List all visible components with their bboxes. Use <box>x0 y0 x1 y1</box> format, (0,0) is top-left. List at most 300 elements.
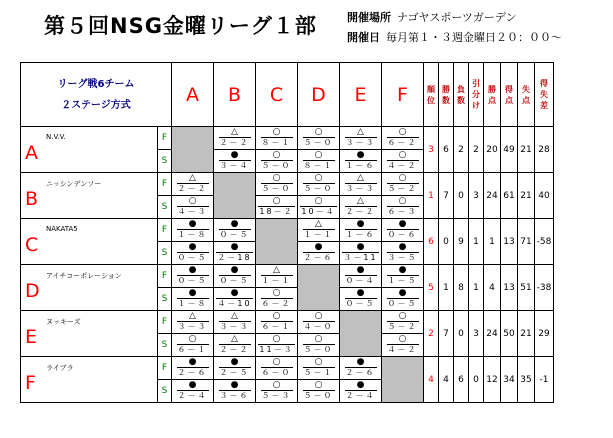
stat-value: -58 <box>535 219 554 265</box>
stat-value: 24 <box>484 173 501 219</box>
stage-label: S <box>158 288 172 311</box>
caption-line2: ２ステージ方式 <box>61 99 131 111</box>
stat-value: 21 <box>518 173 535 219</box>
result-icon: ○ <box>272 127 281 137</box>
result-icon: ● <box>230 242 239 252</box>
team-name-cell <box>21 357 158 403</box>
self-match-cell <box>382 357 424 403</box>
team-name: ヌッキーズ <box>46 318 81 326</box>
stage-label: F <box>158 357 172 380</box>
result-score: ５－０ <box>261 184 292 193</box>
team-name: ライブラ <box>46 364 74 372</box>
result-cell <box>298 127 340 150</box>
stat-value: 7 <box>439 173 454 219</box>
result-score: ２－18 <box>217 253 252 262</box>
result-score: ４－２ <box>387 161 418 170</box>
result-cell <box>340 357 382 380</box>
header-row <box>21 63 554 127</box>
result-cell <box>382 334 424 357</box>
result-score: ４－10 <box>217 299 252 308</box>
result-score: １－５ <box>387 276 418 285</box>
result-cell <box>172 196 214 219</box>
result-score: ６－１ <box>177 345 208 354</box>
result-score: ２－５ <box>219 368 250 377</box>
result-icon: ○ <box>314 334 323 344</box>
rank-value: 3 <box>424 127 439 173</box>
result-cell <box>172 288 214 311</box>
stat-header-label: 得失差 <box>540 79 548 110</box>
result-score: １－８ <box>177 230 208 239</box>
result-icon: ○ <box>314 173 323 183</box>
result-icon: △ <box>231 127 238 137</box>
result-cell <box>256 150 298 173</box>
result-cell <box>214 311 256 334</box>
result-score: ６－３ <box>387 207 418 216</box>
result-icon: △ <box>231 311 238 321</box>
result-icon: ● <box>188 219 197 229</box>
stat-value: 1 <box>484 219 501 265</box>
result-icon: ○ <box>188 334 197 344</box>
result-cell <box>214 357 256 380</box>
result-score: ３－11 <box>343 253 378 262</box>
result-cell <box>256 357 298 380</box>
result-cell <box>256 380 298 403</box>
stat-value: 1 <box>469 265 484 311</box>
table-row <box>21 219 554 242</box>
result-score: ５－３ <box>261 391 292 400</box>
stat-value: 34 <box>501 357 518 403</box>
result-cell <box>298 219 340 242</box>
stat-value: 1 <box>439 265 454 311</box>
result-score: １－１ <box>261 276 292 285</box>
stat-value: 51 <box>518 265 535 311</box>
stage-label: F <box>158 173 172 196</box>
stat-value: 13 <box>501 265 518 311</box>
result-score: ５－０ <box>303 345 334 354</box>
team-header-a: A <box>172 63 214 127</box>
result-cell <box>298 242 340 265</box>
stat-header-label: 勝点 <box>488 84 496 105</box>
stat-value: 24 <box>484 311 501 357</box>
result-cell <box>340 380 382 403</box>
stat-header <box>439 63 454 127</box>
result-score: ６－１ <box>261 322 292 331</box>
result-score: 18－２ <box>259 207 294 216</box>
result-icon: ○ <box>398 127 407 137</box>
result-score: ０－５ <box>387 299 418 308</box>
result-icon: ● <box>398 219 407 229</box>
team-name-cell <box>21 173 158 219</box>
self-match-cell <box>340 311 382 357</box>
result-icon: ● <box>230 150 239 160</box>
team-name: NAKATA5 <box>46 225 78 233</box>
result-cell <box>340 242 382 265</box>
venue-info <box>347 9 517 25</box>
result-cell <box>256 311 298 334</box>
team-header-f: F <box>382 63 424 127</box>
stage-label: S <box>158 334 172 357</box>
result-icon: ● <box>188 288 197 298</box>
table-row <box>21 173 554 196</box>
rank-value: 1 <box>424 173 439 219</box>
stage-label: S <box>158 242 172 265</box>
stat-value: 49 <box>501 127 518 173</box>
result-cell <box>172 242 214 265</box>
stat-header <box>518 63 535 127</box>
team-letter: B <box>25 188 39 210</box>
result-icon: ● <box>188 380 197 390</box>
result-icon: △ <box>273 265 280 275</box>
result-score: １－６ <box>345 161 376 170</box>
result-score: ５－０ <box>303 184 334 193</box>
result-score: ５－０ <box>303 391 334 400</box>
stat-value: 9 <box>454 219 469 265</box>
stat-value: 6 <box>454 357 469 403</box>
result-icon: △ <box>189 173 196 183</box>
result-score: ８－１ <box>303 161 334 170</box>
result-icon: ● <box>356 242 365 252</box>
result-icon: ○ <box>398 334 407 344</box>
result-icon: △ <box>315 219 322 229</box>
stat-value: 4 <box>484 265 501 311</box>
result-score: ４－３ <box>177 207 208 216</box>
league-table <box>20 62 554 403</box>
stat-value: -1 <box>535 357 554 403</box>
result-score: ２－２ <box>345 207 376 216</box>
result-score: ６－０ <box>261 368 292 377</box>
self-match-cell <box>172 127 214 173</box>
result-cell <box>382 311 424 334</box>
result-score: ２－２ <box>219 345 250 354</box>
table-caption <box>21 63 172 127</box>
result-icon: ● <box>398 265 407 275</box>
stage-label: S <box>158 150 172 173</box>
result-icon: △ <box>357 196 364 206</box>
result-score: ２－６ <box>177 368 208 377</box>
result-score: ４－２ <box>387 345 418 354</box>
date-info <box>347 29 562 45</box>
team-letter: A <box>25 142 38 164</box>
stat-header-label: 順位 <box>427 84 435 105</box>
result-cell <box>340 288 382 311</box>
result-cell <box>340 219 382 242</box>
result-cell <box>214 288 256 311</box>
result-icon: ● <box>356 380 365 390</box>
result-score: ５－０ <box>303 138 334 147</box>
result-icon: ● <box>230 357 239 367</box>
stat-value: 3 <box>469 173 484 219</box>
stat-header <box>501 63 518 127</box>
result-cell <box>298 196 340 219</box>
result-icon: ● <box>188 242 197 252</box>
team-name-cell <box>21 219 158 265</box>
result-cell <box>298 334 340 357</box>
result-icon: △ <box>357 127 364 137</box>
result-cell <box>172 334 214 357</box>
result-score: ８－１ <box>261 138 292 147</box>
stat-value: 29 <box>535 311 554 357</box>
stat-value: 8 <box>454 265 469 311</box>
stat-header-label: 勝数 <box>442 84 450 105</box>
stage-label: F <box>158 219 172 242</box>
result-icon: ○ <box>314 127 323 137</box>
result-score: ４－０ <box>303 322 334 331</box>
result-icon: ○ <box>272 357 281 367</box>
result-cell <box>298 311 340 334</box>
team-name: アイチコーポレーション <box>46 272 122 280</box>
team-header-c: C <box>256 63 298 127</box>
stat-header <box>469 63 484 127</box>
page-title: 第５回NSG金曜リーグ１部 <box>44 14 317 38</box>
result-score: ５－２ <box>387 184 418 193</box>
result-cell <box>214 127 256 150</box>
self-match-cell <box>298 265 340 311</box>
result-score: １－１ <box>303 230 334 239</box>
result-cell <box>382 288 424 311</box>
result-icon: ● <box>398 288 407 298</box>
result-score: ３－５ <box>387 253 418 262</box>
result-icon: ● <box>356 288 365 298</box>
result-icon: ● <box>356 265 365 275</box>
result-cell <box>172 380 214 403</box>
stat-value: 4 <box>439 357 454 403</box>
stat-header <box>454 63 469 127</box>
team-letter: E <box>25 326 38 348</box>
result-icon: ● <box>356 357 365 367</box>
team-header-e: E <box>340 63 382 127</box>
result-icon: ● <box>188 265 197 275</box>
result-icon: ● <box>188 357 197 367</box>
result-cell <box>382 173 424 196</box>
result-icon: ○ <box>272 380 281 390</box>
result-score: ２－２ <box>177 184 208 193</box>
result-cell <box>382 265 424 288</box>
result-cell <box>382 127 424 150</box>
result-cell <box>382 219 424 242</box>
stat-header-label: 失点 <box>522 84 530 105</box>
result-icon: △ <box>357 173 364 183</box>
result-cell <box>214 150 256 173</box>
team-header-b: B <box>214 63 256 127</box>
table-row <box>21 357 554 380</box>
result-score: ０－５ <box>219 230 250 239</box>
rank-value: 2 <box>424 311 439 357</box>
result-icon: ● <box>230 265 239 275</box>
team-letter: D <box>25 280 40 302</box>
venue-value: ナゴヤスポーツガーデン <box>397 11 517 24</box>
result-icon: ○ <box>398 173 407 183</box>
stat-value: 21 <box>518 311 535 357</box>
result-score: ３－３ <box>177 322 208 331</box>
stage-label: S <box>158 380 172 403</box>
result-cell <box>382 242 424 265</box>
stage-label: S <box>158 196 172 219</box>
team-letter: C <box>25 234 39 256</box>
result-cell <box>298 150 340 173</box>
result-cell <box>340 265 382 288</box>
result-score: １－６ <box>345 230 376 239</box>
stage-label: F <box>158 311 172 334</box>
result-cell <box>382 196 424 219</box>
result-score: ０－５ <box>177 276 208 285</box>
caption-line1: リーグ戦6チーム <box>57 78 135 90</box>
result-cell <box>172 265 214 288</box>
team-header-d: D <box>298 63 340 127</box>
result-score: ２－４ <box>177 391 208 400</box>
result-score: ２－４ <box>345 391 376 400</box>
stat-value: 28 <box>535 127 554 173</box>
result-score: ２－６ <box>345 368 376 377</box>
table-row <box>21 127 554 150</box>
result-cell <box>172 357 214 380</box>
result-score: ３－３ <box>345 138 376 147</box>
result-icon: ○ <box>188 196 197 206</box>
stat-value: 6 <box>439 127 454 173</box>
result-score: ３－４ <box>219 161 250 170</box>
team-name: N.V.V. <box>46 133 66 141</box>
stat-header <box>484 63 501 127</box>
result-score: ２－６ <box>303 253 334 262</box>
stat-value: 20 <box>484 127 501 173</box>
result-icon: ○ <box>272 334 281 344</box>
date-value: 毎月第１・３週金曜日２０：００～ <box>386 31 562 44</box>
result-score: ０－５ <box>219 276 250 285</box>
result-icon: ● <box>356 150 365 160</box>
result-icon: ○ <box>314 196 323 206</box>
result-icon: ○ <box>398 150 407 160</box>
result-cell <box>340 127 382 150</box>
result-icon: ○ <box>314 150 323 160</box>
stat-value: 35 <box>518 357 535 403</box>
result-cell <box>256 173 298 196</box>
result-icon: ○ <box>272 288 281 298</box>
result-cell <box>340 196 382 219</box>
result-cell <box>256 196 298 219</box>
team-letter: F <box>25 372 36 394</box>
stat-value: 13 <box>501 219 518 265</box>
result-icon: ● <box>230 219 239 229</box>
table-row <box>21 265 554 288</box>
stat-header <box>535 63 554 127</box>
stat-value: 61 <box>501 173 518 219</box>
result-cell <box>256 334 298 357</box>
result-icon: ○ <box>272 196 281 206</box>
result-cell <box>172 219 214 242</box>
result-icon: ● <box>230 380 239 390</box>
result-cell <box>340 150 382 173</box>
team-name-cell <box>21 265 158 311</box>
stat-value: 2 <box>454 127 469 173</box>
result-cell <box>256 288 298 311</box>
result-score: ５－１ <box>303 368 334 377</box>
result-score: 11－３ <box>259 345 294 354</box>
result-score: ０－５ <box>177 253 208 262</box>
stat-value: 71 <box>518 219 535 265</box>
result-icon: ○ <box>272 311 281 321</box>
result-cell <box>298 173 340 196</box>
stat-value: 12 <box>484 357 501 403</box>
result-icon: ○ <box>314 380 323 390</box>
team-name-cell <box>21 311 158 357</box>
result-score: ３－３ <box>345 184 376 193</box>
result-score: ３－６ <box>219 391 250 400</box>
self-match-cell <box>256 219 298 265</box>
stage-label: F <box>158 265 172 288</box>
stat-value: 0 <box>439 219 454 265</box>
result-score: １－８ <box>177 299 208 308</box>
date-label: 開催日 <box>347 31 380 44</box>
stat-value: 0 <box>454 173 469 219</box>
stat-value: 50 <box>501 311 518 357</box>
stat-value: 3 <box>469 311 484 357</box>
venue-label: 開催場所 <box>347 11 391 24</box>
result-icon: ○ <box>314 357 323 367</box>
result-icon: ● <box>314 242 323 252</box>
stat-value: 0 <box>469 357 484 403</box>
result-cell <box>214 380 256 403</box>
result-score: ０－６ <box>387 230 418 239</box>
stat-value: 7 <box>439 311 454 357</box>
result-icon: ○ <box>398 311 407 321</box>
result-cell <box>214 219 256 242</box>
self-match-cell <box>214 173 256 219</box>
result-cell <box>340 173 382 196</box>
result-cell <box>172 311 214 334</box>
result-icon: ○ <box>272 150 281 160</box>
result-cell <box>382 150 424 173</box>
result-score: ５－２ <box>387 322 418 331</box>
result-icon: ○ <box>314 311 323 321</box>
stat-header-label: 得点 <box>505 84 513 105</box>
result-score: ２－２ <box>219 138 250 147</box>
result-cell <box>256 127 298 150</box>
stat-header-label: 負数 <box>457 84 465 105</box>
team-name-cell <box>21 127 158 173</box>
stat-value: -38 <box>535 265 554 311</box>
result-icon: △ <box>231 334 238 344</box>
stat-value: 40 <box>535 173 554 219</box>
result-cell <box>256 265 298 288</box>
result-icon: △ <box>189 311 196 321</box>
stat-value: 0 <box>454 311 469 357</box>
stat-header-label: 引分け <box>472 79 480 110</box>
stat-value: 21 <box>518 127 535 173</box>
result-score: ３－３ <box>219 322 250 331</box>
result-score: ０－４ <box>345 276 376 285</box>
result-cell <box>214 334 256 357</box>
stat-value: 2 <box>469 127 484 173</box>
stage-label: F <box>158 127 172 150</box>
result-icon: ○ <box>398 196 407 206</box>
result-cell <box>298 380 340 403</box>
result-cell <box>214 265 256 288</box>
result-icon: ● <box>230 288 239 298</box>
result-score: ６－２ <box>261 299 292 308</box>
table-row <box>21 311 554 334</box>
stat-value: 1 <box>469 219 484 265</box>
result-icon: ● <box>398 242 407 252</box>
result-score: ６－２ <box>387 138 418 147</box>
stat-header <box>424 63 439 127</box>
result-icon: ● <box>356 219 365 229</box>
result-cell <box>214 242 256 265</box>
rank-value: 5 <box>424 265 439 311</box>
rank-value: 4 <box>424 357 439 403</box>
result-score: 10－４ <box>301 207 336 216</box>
result-score: ５－０ <box>261 161 292 170</box>
rank-value: 6 <box>424 219 439 265</box>
team-name: ニッシンデンソー <box>46 180 102 188</box>
